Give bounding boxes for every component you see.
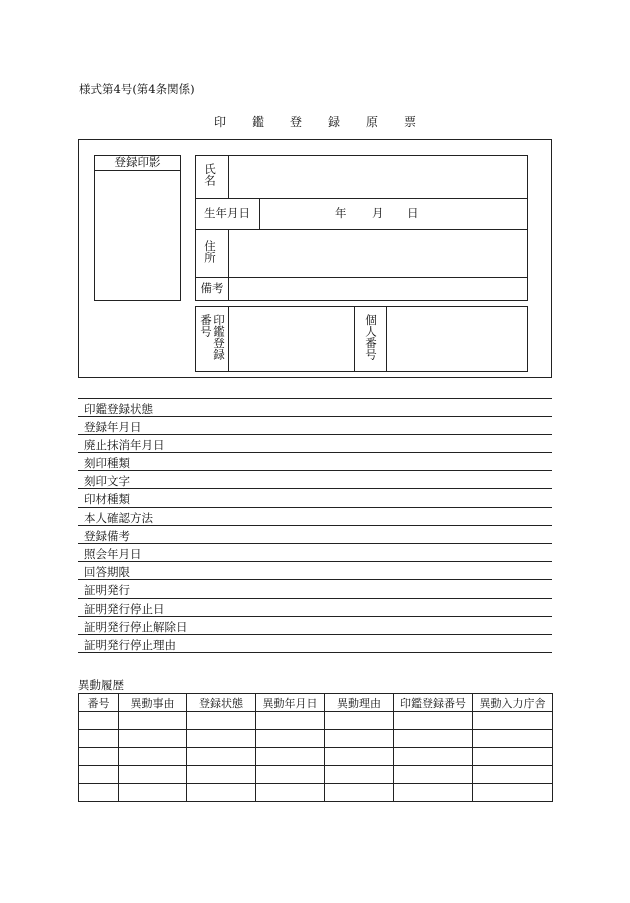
seal-impression-label: 登録印影 <box>114 155 161 169</box>
remarks-field[interactable] <box>229 278 527 300</box>
birth-date-label: 生年月日 <box>204 206 250 220</box>
table-cell[interactable] <box>187 730 256 748</box>
personal-number-label: 個人番号 <box>364 314 378 360</box>
table-cell[interactable] <box>119 730 187 748</box>
personal-number-field[interactable] <box>387 307 527 371</box>
list-item-label: 印材種類 <box>84 492 130 506</box>
title-char: 原 <box>366 115 379 129</box>
table-cell[interactable] <box>325 784 394 802</box>
title-char: 登 <box>289 115 302 129</box>
table-cell[interactable] <box>119 712 187 730</box>
table-cell[interactable] <box>394 730 473 748</box>
list-item <box>78 452 552 470</box>
column-header: 異動理由 <box>325 694 394 712</box>
title-char: 印 <box>213 115 226 129</box>
table-cell[interactable] <box>325 766 394 784</box>
table-row <box>79 730 553 748</box>
list-item-label: 登録年月日 <box>84 420 142 434</box>
table-cell[interactable] <box>473 712 553 730</box>
table-cell[interactable] <box>394 748 473 766</box>
form-number: 様式第4号(第4条関係) <box>79 82 195 96</box>
list-item <box>78 579 552 597</box>
address-field[interactable] <box>229 230 527 276</box>
table-cell[interactable] <box>256 766 325 784</box>
history-title: 異動履歴 <box>78 678 124 692</box>
table-cell[interactable] <box>119 766 187 784</box>
table-cell[interactable] <box>119 748 187 766</box>
col-divider <box>354 306 355 372</box>
col-divider <box>259 198 260 229</box>
seal-reg-number-label: 印鑑登録 <box>212 314 226 360</box>
column-header: 印鑑登録番号 <box>394 694 473 712</box>
table-cell[interactable] <box>325 748 394 766</box>
list-item-label: 照会年月日 <box>84 547 142 561</box>
table-cell[interactable] <box>119 784 187 802</box>
list-item <box>78 488 552 506</box>
column-header: 登録状態 <box>187 694 256 712</box>
remarks-label: 備考 <box>200 281 224 295</box>
table-cell[interactable] <box>256 712 325 730</box>
name-label: 氏名 <box>203 163 217 186</box>
table-row <box>79 748 553 766</box>
table-row <box>79 766 553 784</box>
list-item <box>78 543 552 561</box>
birth-year-unit: 年 <box>335 206 347 220</box>
table-cell[interactable] <box>325 730 394 748</box>
seal-reg-number-label: 番号 <box>199 314 213 337</box>
list-item <box>78 525 552 543</box>
list-item <box>78 398 552 416</box>
table-cell[interactable] <box>187 784 256 802</box>
birth-month-unit: 月 <box>372 206 384 220</box>
title-char: 録 <box>328 115 341 129</box>
list-item-label: 証明発行停止理由 <box>84 638 176 652</box>
list-item-label: 証明発行停止解除日 <box>84 620 188 634</box>
list-item <box>78 434 552 452</box>
row-divider <box>195 198 528 199</box>
title-char: 票 <box>404 115 417 129</box>
column-header: 番号 <box>79 694 119 712</box>
table-cell[interactable] <box>394 766 473 784</box>
list-item <box>78 561 552 579</box>
table-cell[interactable] <box>79 766 119 784</box>
table-cell[interactable] <box>325 712 394 730</box>
address-label: 住所 <box>203 240 217 263</box>
list-bottom-rule <box>78 652 552 653</box>
column-header: 異動年月日 <box>256 694 325 712</box>
table-cell[interactable] <box>187 766 256 784</box>
table-cell[interactable] <box>256 730 325 748</box>
table-row <box>79 784 553 802</box>
list-item-label: 証明発行 <box>84 583 130 597</box>
column-header: 異動入力庁舎 <box>473 694 553 712</box>
table-cell[interactable] <box>256 784 325 802</box>
list-item <box>78 634 552 652</box>
table-cell[interactable] <box>394 784 473 802</box>
seal-box-divider <box>94 170 181 171</box>
list-item-label: 登録備考 <box>84 529 130 543</box>
table-cell[interactable] <box>473 784 553 802</box>
table-cell[interactable] <box>79 748 119 766</box>
table-cell[interactable] <box>187 712 256 730</box>
table-cell[interactable] <box>473 766 553 784</box>
list-item-label: 本人確認方法 <box>84 511 153 525</box>
list-item <box>78 507 552 525</box>
table-cell[interactable] <box>79 712 119 730</box>
seal-reg-number-field[interactable] <box>229 307 353 371</box>
table-cell[interactable] <box>79 784 119 802</box>
list-item-label: 回答期限 <box>84 565 130 579</box>
table-cell[interactable] <box>187 748 256 766</box>
list-item-label: 刻印文字 <box>84 474 130 488</box>
list-item-label: 証明発行停止日 <box>84 602 165 616</box>
document-title <box>0 113 630 130</box>
history-table <box>78 693 553 802</box>
list-item-label: 印鑑登録状態 <box>84 402 153 416</box>
table-cell[interactable] <box>473 730 553 748</box>
table-row <box>79 712 553 730</box>
column-header: 異動事由 <box>119 694 187 712</box>
list-item <box>78 416 552 434</box>
list-item <box>78 616 552 634</box>
name-field[interactable] <box>229 156 527 197</box>
table-header-row <box>79 694 553 712</box>
table-cell[interactable] <box>79 730 119 748</box>
table-cell[interactable] <box>256 748 325 766</box>
list-item-label: 刻印種類 <box>84 456 130 470</box>
list-item <box>78 598 552 616</box>
list-item-label: 廃止抹消年月日 <box>84 438 165 452</box>
title-char: 鑑 <box>251 115 264 129</box>
seal-impression-box <box>94 155 181 301</box>
table-cell[interactable] <box>473 748 553 766</box>
list-item <box>78 470 552 488</box>
table-cell[interactable] <box>394 712 473 730</box>
birth-day-unit: 日 <box>407 206 419 220</box>
